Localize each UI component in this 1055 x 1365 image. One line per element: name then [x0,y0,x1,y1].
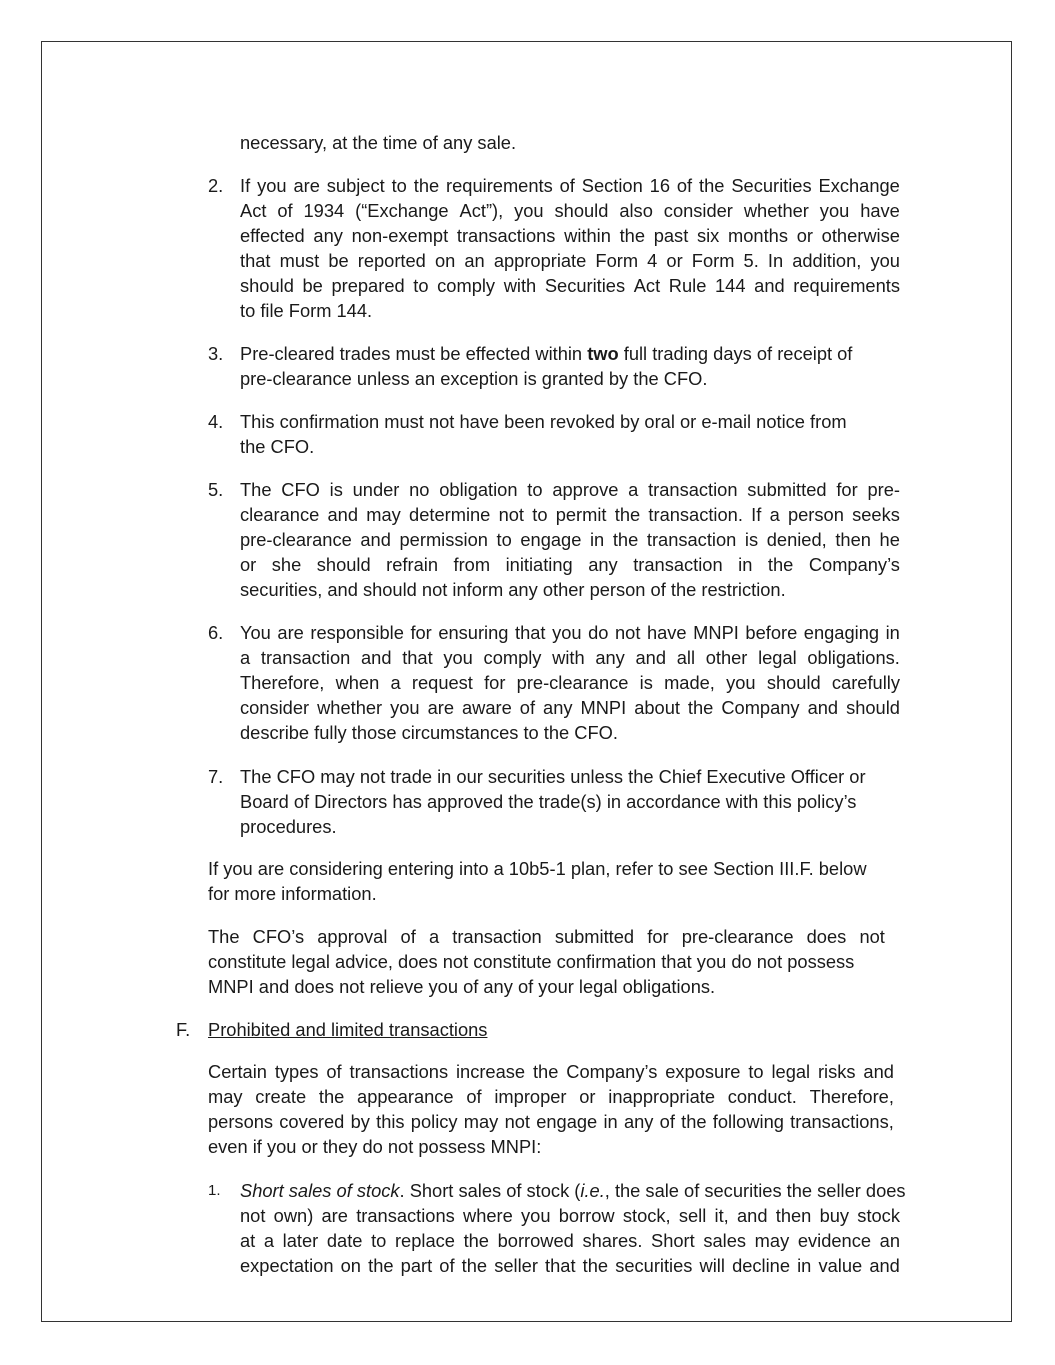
list-number: 3. [208,343,224,364]
section-heading: Prohibited and limited transactions [208,1019,488,1040]
list-item-2: If you are subject to the requirements of Section 16 of the Securities Exchange Act of 1934 (“Exchange Act”), you should also consider whether you have effected any non-exempt transactions within the past six months or otherwise that must be reported on an appropriate Form 4 or Form 5. In addition, you should be prepared to comply with Securities Act Rule 144 and requirements to file Form 144. [240,175,900,321]
list-number: 1. [208,1182,221,1199]
list-number: 4. [208,411,224,432]
list-number: 7. [208,766,224,787]
list-item-5: The CFO is under no obligation to approve a transaction submitted for pre- clearance and may determine not to permit the transaction. If a person seeks pre-clearance and permission to engage in the transaction is denied, then he or she should refrain from initiating any transaction in the Company’s securities, and should not inform any other person of the restriction. [240,479,900,600]
paragraph-prohibited-intro: Certain types of transactions increase the Company’s exposure to legal risks and may create the appearance of improper or inappropriate conduct. Therefore, persons covered by this policy may not engage in any of the following transactions, even if you or they do not possess MNPI: [208,1061,894,1157]
intro-line: necessary, at the time of any sale. [240,132,517,153]
list-number: 2. [208,175,224,196]
list-item-6: You are responsible for ensuring that you do not have MNPI before engaging in a transaction and that you comply with any and all other legal obligations. Therefore, when a request for pre-clearance is made, you should carefully consider whether you are aware of any MNPI about the Company and should describe fully those circumstances to the CFO. [240,622,900,743]
list-item-4: This confirmation must not have been revoked by oral or e-mail notice from the CFO. [240,411,847,457]
section-letter: F. [176,1019,191,1040]
list-number: 6. [208,622,224,643]
list-item-7: The CFO may not trade in our securities unless the Chief Executive Officer or Board of Directors has approved the trade(s) in accordance with this policy’s procedures. [240,766,866,837]
list-number: 5. [208,479,224,500]
paragraph-cfo-approval: The CFO’s approval of a transaction submitted for pre-clearance does not constitute legal advice, does not constitute confirmation that you do not possess MNPI and does not relieve you of any of your legal obligations. [208,926,885,997]
list-item-3: Pre-cleared trades must be effected within two full trading days of receipt of pre-clearance unless an exception is granted by the CFO. [240,343,853,389]
paragraph-10b5-plan: If you are considering entering into a 10b5-1 plan, refer to see Section III.F. below for more information. [208,858,867,904]
list-item-short-sales: Short sales of stock. Short sales of stock (i.e., the sale of securities the seller does not own) are transactions where you borrow stock, sell it, and then buy stock at a later date to replace the borrowed shares. Short sales may evidence an expectation on the part of the seller that the securities will decline in value and [240,1180,906,1276]
